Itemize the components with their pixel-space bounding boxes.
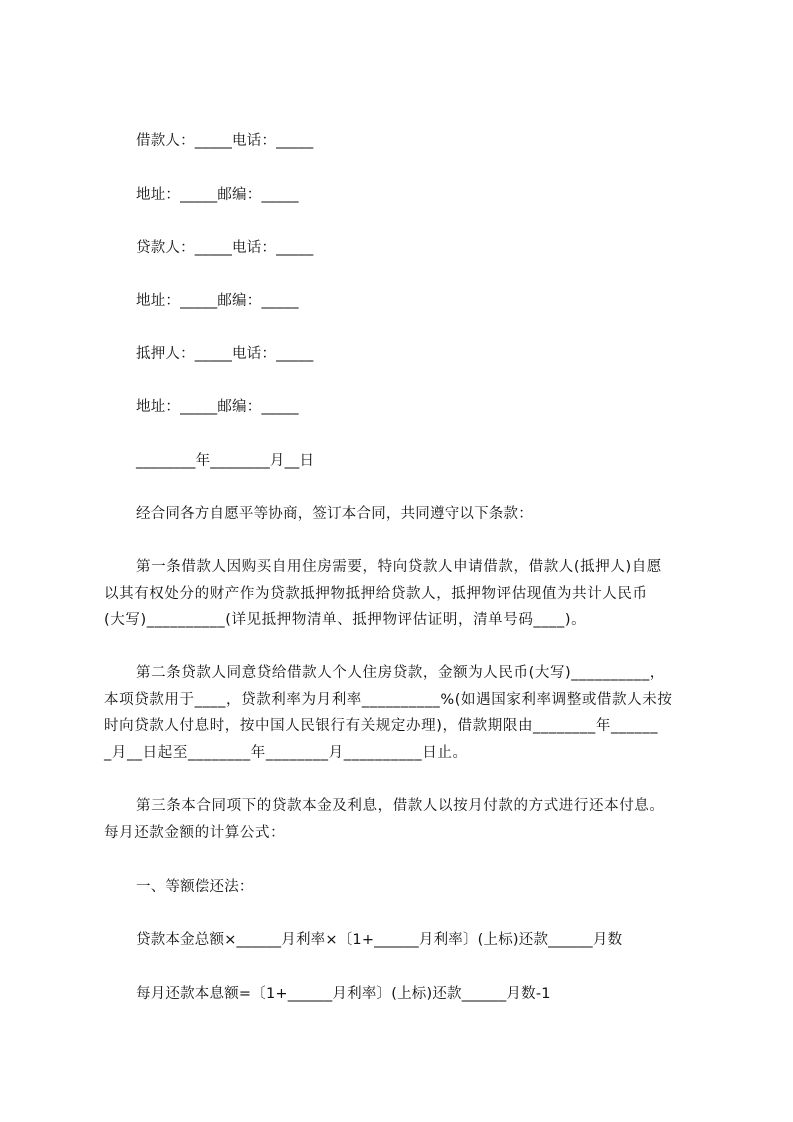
article-1-line: 第一条借款人因购买自用住房需要，特向贷款人申请借款，借款人(抵押人)自愿 <box>136 559 662 575</box>
lender-line: 贷款人：_____电话：_____ <box>136 240 314 256</box>
borrower-address-line: 地址：_____邮编：_____ <box>136 187 299 203</box>
article-1 <box>104 554 699 634</box>
formula-line-2: 每月还款本息额=〔1+______月利率〕(上标)还款______月数-1 <box>136 986 551 1002</box>
article-2-line: 第二条贷款人同意贷给借款人个人住房贷款，金额为人民币(大写)__________， <box>136 665 665 681</box>
lender-address-line: 地址：_____邮编：_____ <box>136 293 299 309</box>
article-2-line: _月__日起至________年________月__________日止。 <box>104 744 468 761</box>
article-1-line: (大写)__________(详见抵押物清单、抵押物评估证明，清单号码____)。 <box>104 612 587 628</box>
mortgagor-line: 抵押人：_____电话：_____ <box>136 346 314 362</box>
article-1-line: 以其有权处分的财产作为贷款抵押物抵押给贷款人，抵押物评估现值为共计人民币 <box>104 585 648 602</box>
article-3-line: 第三条本合同项下的贷款本金及利息，借款人以按月付款的方式进行还本付息。 <box>136 798 665 814</box>
intro-paragraph: 经合同各方自愿平等协商，签订本合同，共同遵守以下条款： <box>136 506 533 522</box>
article-2 <box>104 660 699 766</box>
article-2-line: 本项贷款用于____，贷款利率为月利率__________%(如遇国家利率调整或借款人未按 <box>104 691 673 708</box>
mortgagor-address-line: 地址：_____邮编：_____ <box>136 399 299 415</box>
article-3-line: 每月还款金额的计算公式： <box>104 824 286 841</box>
article-2-line: 时向贷款人付息时，按中国人民银行有关规定办理)，借款期限由________年______ <box>104 718 659 734</box>
article-3 <box>104 793 699 846</box>
method-heading: 一、等额偿还法： <box>136 879 254 895</box>
borrower-line: 借款人：_____电话：_____ <box>136 133 314 149</box>
formula-line-1: 贷款本金总额×______月利率×〔1+______月利率〕(上标)还款______月数 <box>136 932 623 948</box>
date-line: ________年________月__日 <box>136 453 315 469</box>
